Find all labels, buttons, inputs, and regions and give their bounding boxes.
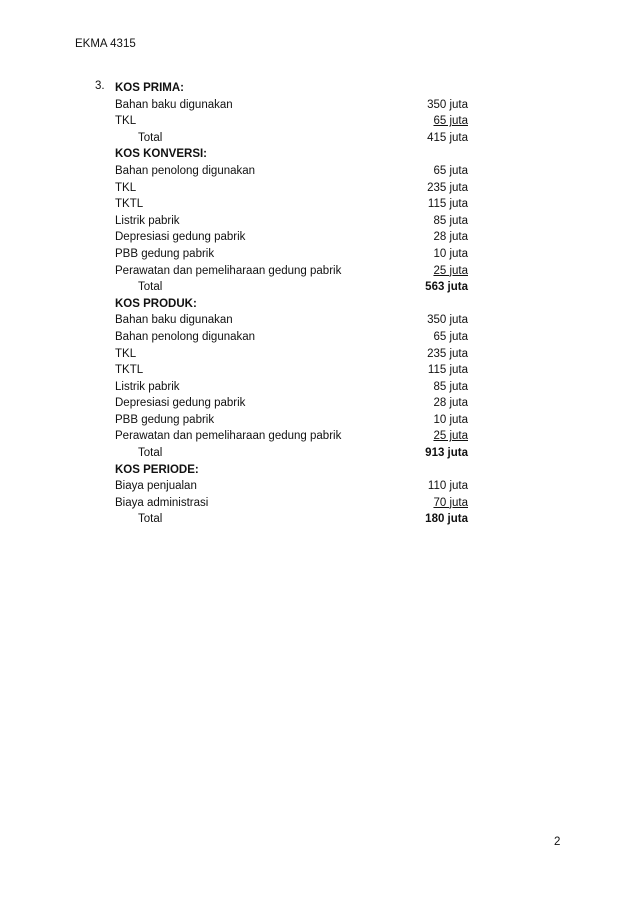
- cost-row: [115, 379, 468, 396]
- section-title: [115, 80, 468, 97]
- cost-value: 110 juta: [427, 480, 468, 493]
- section-title: [115, 146, 468, 163]
- cost-report: [0, 80, 638, 528]
- cost-label: Perawatan dan pemeliharaan gedung pabrik: [115, 264, 342, 277]
- cost-row: [115, 346, 468, 363]
- sections-container: [0, 80, 638, 528]
- cost-value: 115 juta: [427, 198, 468, 211]
- cost-label: Bahan baku digunakan: [115, 314, 233, 327]
- cost-row: [115, 97, 468, 114]
- total-label: Total: [138, 281, 163, 294]
- total-row: [115, 445, 468, 462]
- cost-label: Listrik pabrik: [115, 380, 180, 393]
- cost-label: Depresiasi gedung pabrik: [115, 397, 246, 410]
- cost-row: [115, 180, 468, 197]
- cost-value: 235 juta: [427, 347, 468, 360]
- cost-row: [115, 395, 468, 412]
- cost-label: TKTL: [115, 364, 144, 377]
- cost-value: 28 juta: [433, 397, 468, 410]
- cost-label: Bahan baku digunakan: [115, 98, 233, 111]
- cost-label: Biaya administrasi: [115, 496, 209, 509]
- cost-row: [115, 478, 468, 495]
- cost-row: [115, 495, 468, 512]
- cost-label: Bahan penolong digunakan: [115, 164, 256, 177]
- cost-label: Biaya penjualan: [115, 480, 197, 493]
- cost-label: TKL: [115, 115, 137, 128]
- section-title-text: KOS PERIODE:: [115, 463, 199, 476]
- cost-value: 70 juta: [433, 496, 468, 509]
- cost-row: [115, 329, 468, 346]
- cost-value: 65 juta: [433, 115, 468, 128]
- page-number: 2: [554, 836, 561, 848]
- cost-value: 10 juta: [433, 247, 468, 260]
- page-header: EKMA 4315: [75, 38, 136, 50]
- cost-row: [115, 362, 468, 379]
- total-value: 563 juta: [425, 281, 468, 294]
- total-label: Total: [138, 447, 163, 460]
- cost-row: [115, 196, 468, 213]
- cost-value: 25 juta: [433, 430, 468, 443]
- cost-value: 65 juta: [433, 330, 468, 343]
- section-title: [115, 296, 468, 313]
- cost-value: 85 juta: [433, 214, 468, 227]
- cost-row: [115, 113, 468, 130]
- cost-label: Depresiasi gedung pabrik: [115, 231, 246, 244]
- cost-label: Bahan penolong digunakan: [115, 330, 256, 343]
- cost-row: [115, 312, 468, 329]
- total-value: 913 juta: [425, 447, 468, 460]
- cost-label: PBB gedung pabrik: [115, 247, 215, 260]
- cost-label: TKL: [115, 347, 137, 360]
- cost-value: 25 juta: [433, 264, 468, 277]
- cost-label: Listrik pabrik: [115, 214, 180, 227]
- total-row: [115, 279, 468, 296]
- cost-value: 28 juta: [433, 231, 468, 244]
- cost-label: TKTL: [115, 198, 144, 211]
- cost-label: PBB gedung pabrik: [115, 413, 215, 426]
- cost-value: 65 juta: [433, 164, 468, 177]
- cost-value: 350 juta: [427, 314, 468, 327]
- item-number: 3.: [95, 80, 105, 92]
- cost-label: Perawatan dan pemeliharaan gedung pabrik: [115, 430, 342, 443]
- section-title: [115, 462, 468, 479]
- cost-value: 10 juta: [433, 413, 468, 426]
- cost-label: TKL: [115, 181, 137, 194]
- cost-value: 350 juta: [427, 98, 468, 111]
- cost-row: [115, 412, 468, 429]
- section-title-text: KOS PRIMA:: [115, 82, 184, 94]
- cost-row: [115, 428, 468, 445]
- section-title-text: KOS KONVERSI:: [115, 148, 208, 161]
- cost-value: 115 juta: [427, 364, 468, 377]
- cost-row: [115, 213, 468, 230]
- total-label: Total: [138, 513, 163, 526]
- cost-value: 235 juta: [427, 181, 468, 194]
- cost-row: [115, 229, 468, 246]
- cost-row: [115, 163, 468, 180]
- cost-row: [115, 246, 468, 263]
- total-row: [115, 130, 468, 147]
- total-row: [115, 511, 468, 528]
- total-value: 180 juta: [425, 513, 468, 526]
- cost-row: [115, 263, 468, 280]
- section-title-text: KOS PRODUK:: [115, 297, 197, 310]
- total-value: 415 juta: [427, 131, 468, 144]
- total-label: Total: [138, 131, 163, 144]
- cost-value: 85 juta: [433, 380, 468, 393]
